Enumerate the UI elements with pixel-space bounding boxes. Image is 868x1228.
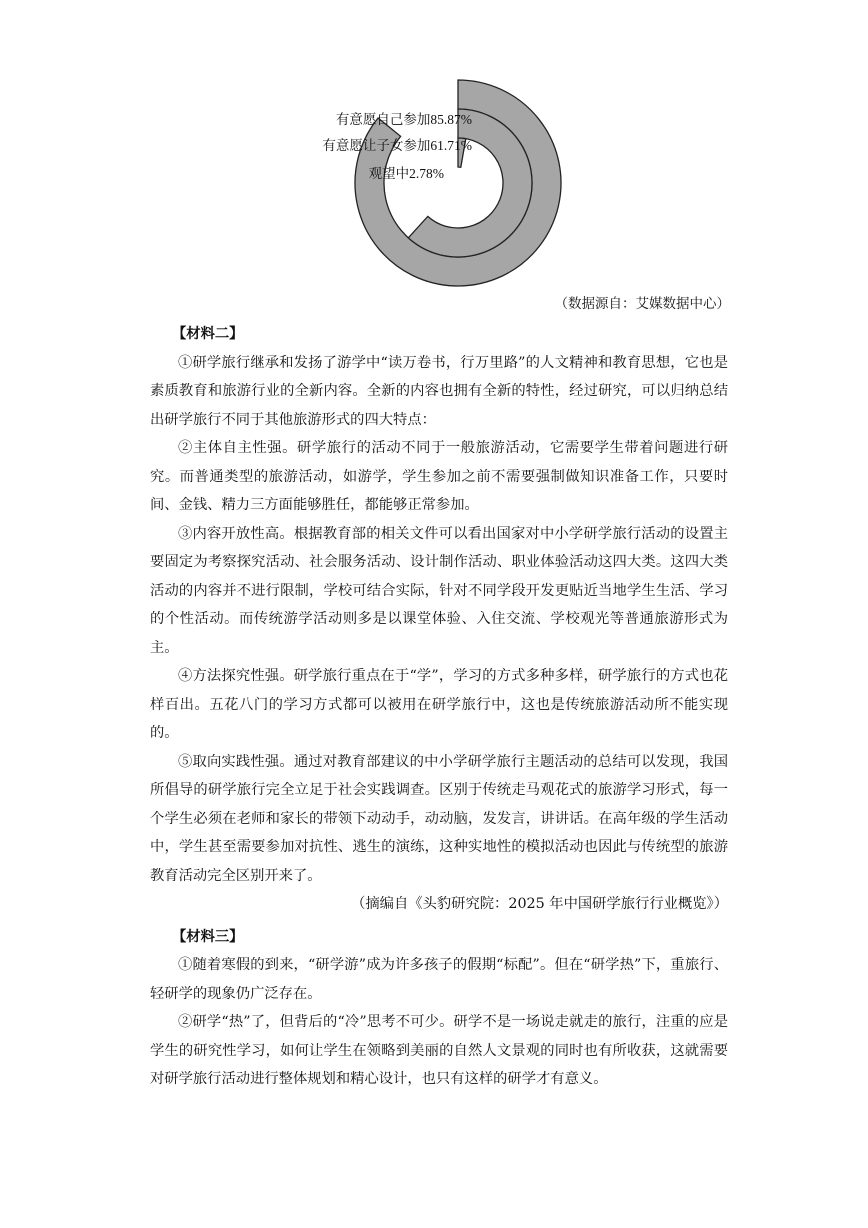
material2-paragraph-2: ②主体自主性强。研学旅行的活动不同于一般旅游活动，它需要学生带着问题进行研究。而普通类型的旅游活动，如游学，学生参加之前不需要强制做知识准备工作，只要时间、金钱、精力三方面能够胜任，都能够正常参加。	[150, 440, 728, 513]
material2-paragraph-5: ⑤取向实践性强。通过对教育部建议的中小学研学旅行主题活动的总结可以发现，我国所倡导的研学旅行完全立足于社会实践调查。区别于传统走马观花式的旅游学习形式，每一个学生必须在老师和家长的带领下动动手，动动脑，发发言，讲讲话。在高年级的学生活动中，学生甚至需要参加对抗性、逃生的演练，这种实地性的模拟活动也因此与传统型的旅游教育活动完全区别开来了。	[150, 753, 728, 884]
material2-paragraph-1: ①研学旅行继承和发扬了游学中“读万卷书，行万里路”的人文精神和教育思想，它也是素质教育和旅游行业的全新内容。全新的内容也拥有全新的特性，经过研究，可以归纳总结出研学旅行不同于其他旅游形式的四大特点：	[150, 354, 728, 428]
material2-heading: 【材料二】	[172, 326, 244, 342]
article-body	[150, 316, 728, 1094]
material3-heading: 【材料三】	[172, 928, 244, 945]
chart-label-self: 有意愿自己参加85.87%	[335, 112, 472, 127]
chart-label-children: 有意愿让子女参加61.71%	[322, 138, 472, 153]
chart-label-wait: 观望中2.78%	[368, 166, 444, 181]
data-source-note: （数据源自：艾媒数据中心）	[554, 296, 730, 312]
material2-paragraph-3: ③内容开放性高。根据教育部的相关文件可以看出国家对中小学研学旅行活动的设置主要固定为考察探究活动、社会服务活动、设计制作活动、职业体验活动这四大类。这四大类活动的内容并不进行限制，学校可结合实际，针对不同学段开发更贴近当地学生生活、学习的个性活动。而传统游学活动则多是以课堂体验、入住交流、学校观光等普通旅游形式为主。	[150, 525, 728, 656]
material2-paragraph-4: ④方法探究性强。研学旅行重点在于“学”，学习的方式多种多样，研学旅行的方式也花样百出。五花八门的学习方式都可以被用在研学旅行中，这也是传统旅游活动所不能实现的。	[150, 668, 728, 741]
material2-citation: （摘编自《头豹研究院：2025 年中国研学旅行行业概览》）	[351, 896, 728, 912]
material3-paragraph-1: ①随着寒假的到来，“研学游”成为许多孩子的假期“标配”。但在“研学热”下，重旅行、轻研学的现象仍广泛存在。	[150, 957, 728, 1002]
radial-bar-chart	[0, 0, 868, 300]
material3-paragraph-2: ②研学“热”了，但背后的“冷”思考不可少。研学不是一场说走就走的旅行，注重的应是学生的研究性学习，如何让学生在领略到美丽的自然人文景观的同时也有所收获，这就需要对研学旅行活动进行整体规划和精心设计，也只有这样的研学才有意义。	[150, 1014, 728, 1087]
chart-arcs	[355, 80, 561, 286]
